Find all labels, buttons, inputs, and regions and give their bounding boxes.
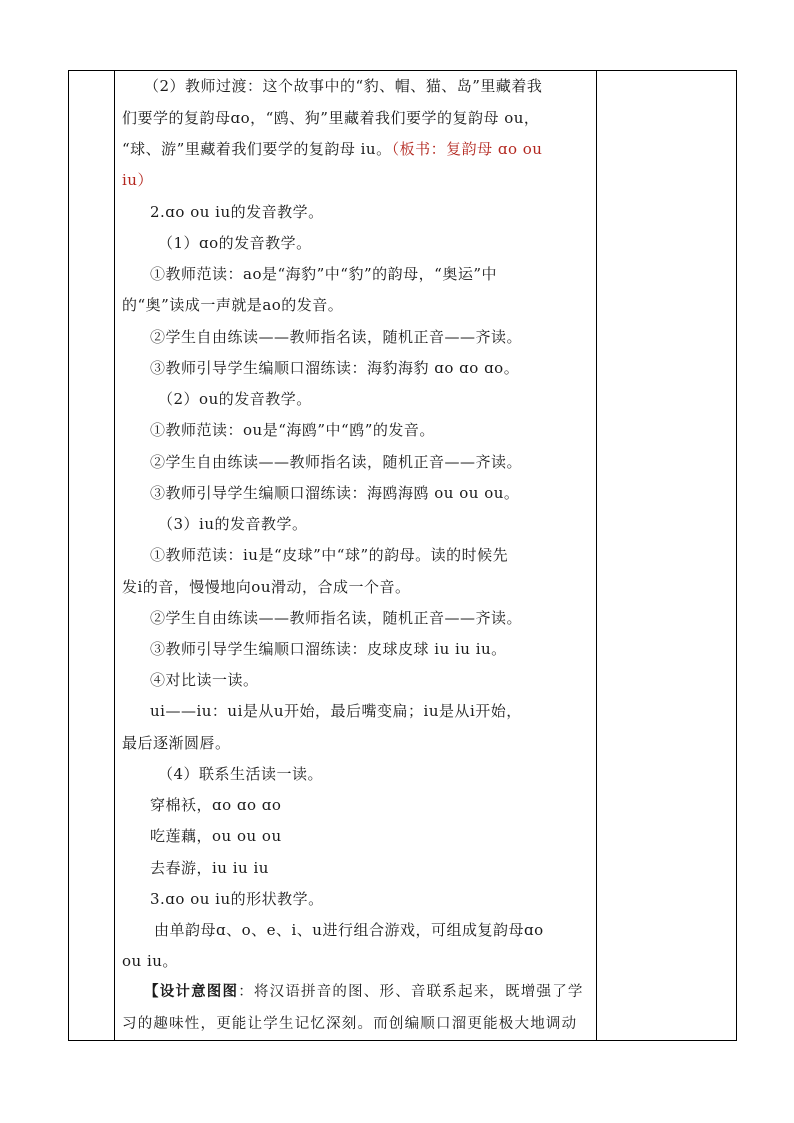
text-line: （1）ɑo的发音教学。 <box>158 234 312 252</box>
text-line: ③教师引导学生编顺口溜练读：海豹海豹 ɑo ɑo ɑo。 <box>150 359 520 377</box>
text-line: ③教师引导学生编顺口溜练读：海鸥海鸥 ou ou ou。 <box>150 484 520 502</box>
text-line: 由单韵母ɑ、o、e、i、u进行组合游戏，可组成复韵母ɑo <box>154 921 544 939</box>
text-line: ④对比读一读。 <box>150 671 259 689</box>
text-line: 3.ɑo ou iu的形状教学。 <box>150 890 324 908</box>
text-line: （2）教师过渡：这个故事中的“豹、帽、猫、岛”里藏着我 <box>144 77 543 95</box>
text-line: （4）联系生活读一读。 <box>158 765 324 783</box>
text-line: ui——iu：ui是从u开始，最后嘴变扁；iu是从i开始， <box>150 702 522 720</box>
text-line: ①教师范读：ou是“海鸥”中“鸥”的发音。 <box>150 421 435 439</box>
text-line: ①教师范读：iu是“皮球”中“球”的韵母。读的时候先 <box>150 546 509 564</box>
text-line: iu） <box>122 171 153 189</box>
text-line: ②学生自由练读——教师指名读，随机正音——齐读。 <box>150 609 523 627</box>
text-line: 吃莲藕，ou ou ou <box>150 827 282 845</box>
text-line: （2）ou的发音教学。 <box>158 390 312 408</box>
text-line: 2.ɑo ou iu的发音教学。 <box>150 203 324 221</box>
text-line: ②学生自由练读——教师指名读，随机正音——齐读。 <box>150 328 523 346</box>
design-intent-label-tail: 图 <box>222 983 239 1000</box>
design-intent-line <box>144 982 584 1002</box>
text-line: （3）iu的发音教学。 <box>158 515 308 533</box>
text-line: 的“奥”读成一声就是ao的发音。 <box>122 296 344 314</box>
design-intent-label: 【设计意图 <box>144 983 223 1000</box>
design-intent-text: ：将汉语拼音的图、形、音联系起来，既增强了学 <box>238 984 584 1000</box>
text-line: 最后逐渐圆唇。 <box>122 734 231 752</box>
text-line: 发i的音，慢慢地向ou滑动，合成一个音。 <box>122 578 411 596</box>
text-line: 们要学的复韵母ɑo，“鸥、狗”里藏着我们要学的复韵母 ou， <box>122 109 540 127</box>
text-span: “球、游”里藏着我们要学的复韵母 iu。 <box>122 140 392 158</box>
text-line: ②学生自由练读——教师指名读，随机正音——齐读。 <box>150 453 523 471</box>
text-line: 习的趣味性，更能让学生记忆深刻。而创编顺口溜更能极大地调动 <box>122 1016 578 1032</box>
column-divider-1 <box>114 71 115 1040</box>
text-line: 去春游，iu iu iu <box>150 859 269 877</box>
text-line <box>122 139 542 159</box>
board-note: （板书：复韵母 ɑo ou <box>391 140 543 158</box>
text-line: 穿棉袄，ɑo ɑo ɑo <box>150 796 282 814</box>
text-line: ou iu。 <box>122 952 178 970</box>
column-divider-2 <box>596 71 597 1040</box>
text-line: ③教师引导学生编顺口溜练读：皮球皮球 iu iu iu。 <box>150 640 507 658</box>
text-line: ①教师范读：ao是“海豹”中“豹”的韵母，“奥运”中 <box>150 265 497 283</box>
